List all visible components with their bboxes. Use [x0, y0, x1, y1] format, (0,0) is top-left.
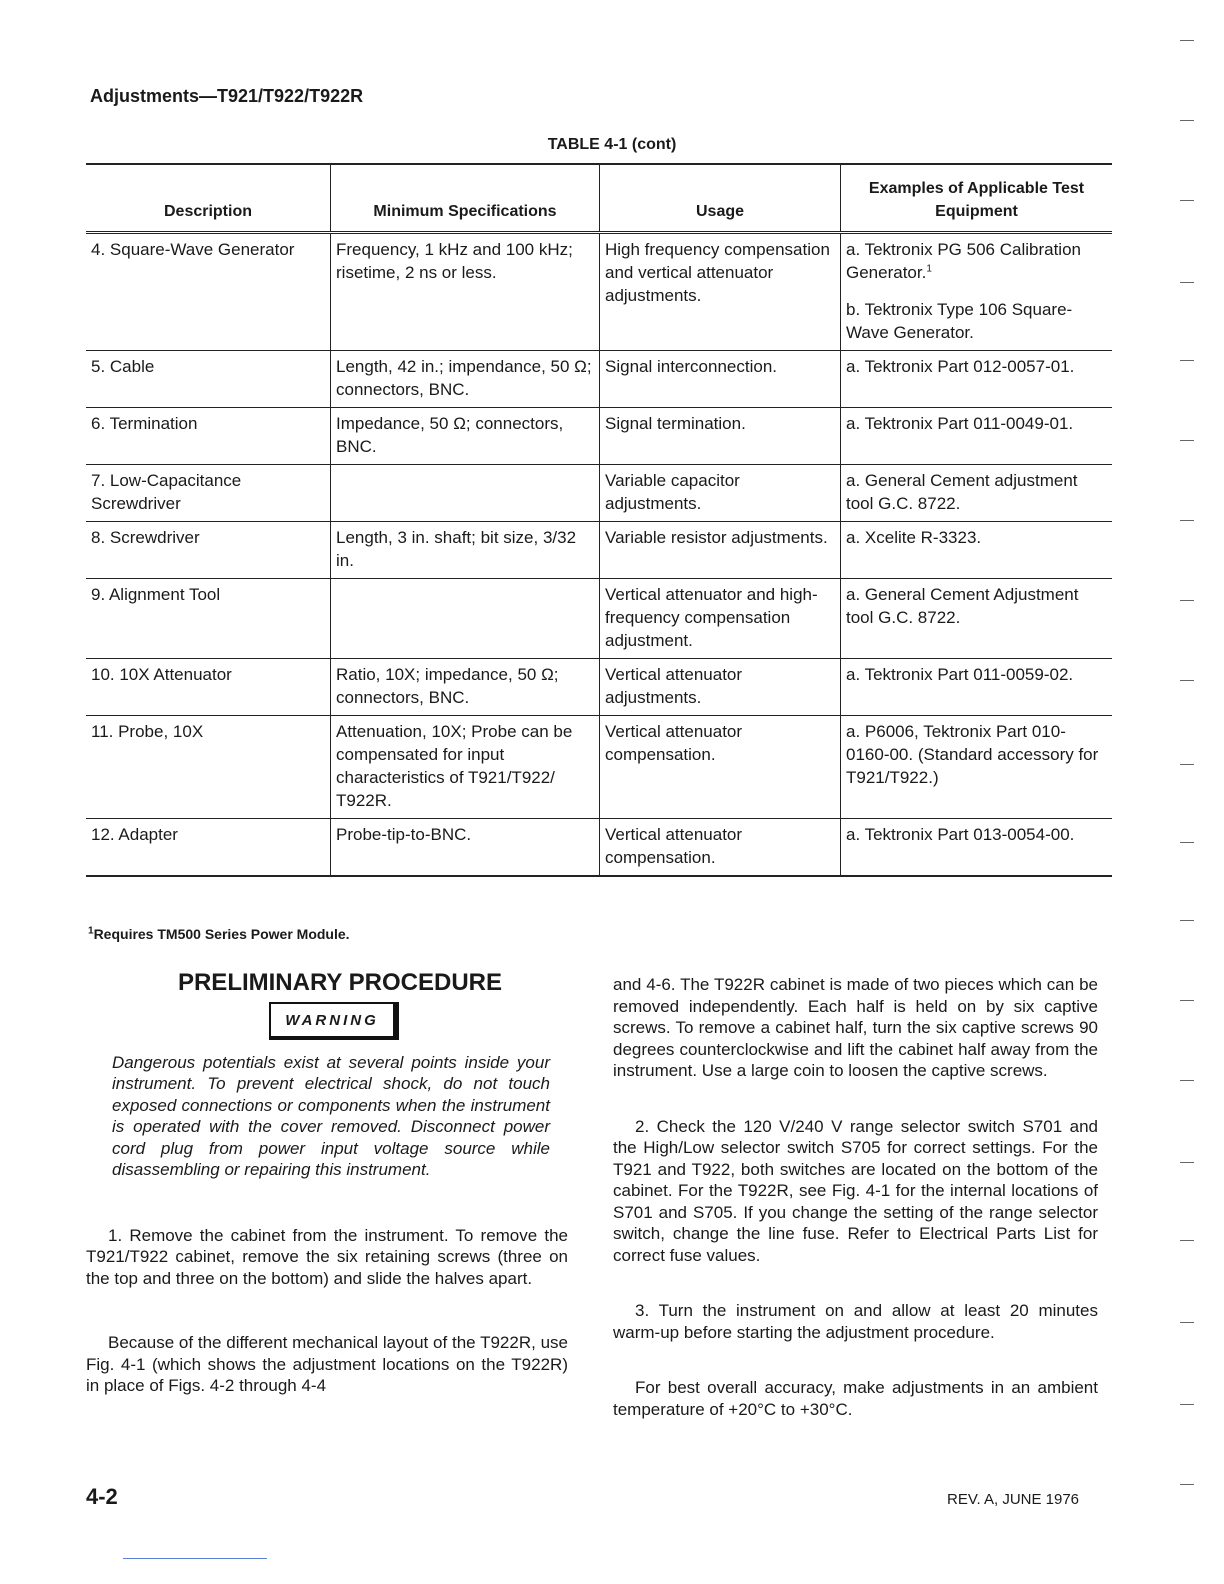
cell-usage: Signal termination.	[600, 408, 841, 465]
margin-mark	[1180, 440, 1194, 441]
cell-description: 6. Termination	[86, 408, 331, 465]
margin-mark	[1180, 842, 1194, 843]
cell-example: a. Xcelite R-3323.	[841, 522, 1113, 579]
cell-usage: Vertical attenuator compensation.	[600, 819, 841, 877]
right-column	[613, 974, 1098, 1420]
cell-usage: High frequency compensation and vertical attenuator adjustments.	[600, 233, 841, 351]
margin-mark	[1180, 600, 1194, 601]
table-row	[86, 408, 1112, 465]
step-2-paragraph: 2. Check the 120 V/240 V range selector switch S701 and the High/Low selector switch S705 for correct settings. For the T921 and T922, both switches are located on the bottom of the cabinet. For the T922R, see Fig. 4-1 for the internal locations of S701 and S705. If you change the setting of the range selector switch, change the line fuse. Refer to Electrical Parts List for correct fuse values.	[613, 1116, 1098, 1265]
t922r-note-paragraph: Because of the different mechanical layout of the T922R, use Fig. 4-1 (which shows the adjustment locations on the T922R) in place of Figs. 4-2 through 4-4	[86, 1333, 568, 1395]
cell-example	[841, 233, 1113, 351]
step-3-paragraph: 3. Turn the instrument on and allow at least 20 minutes warm-up before starting the adjustment procedure.	[613, 1301, 1098, 1342]
cell-specifications: Probe-tip-to-BNC.	[331, 819, 600, 877]
margin-mark	[1180, 360, 1194, 361]
cell-specifications: Frequency, 1 kHz and 100 kHz; risetime, 2 ns or less.	[331, 233, 600, 351]
margin-mark	[1180, 764, 1194, 765]
cell-example: a. Tektronix Part 013-0054-00.	[841, 819, 1113, 877]
cell-description: 4. Square-Wave Generator	[86, 233, 331, 351]
footnote-marker: 1	[88, 925, 94, 937]
section-title: PRELIMINARY PROCEDURE	[177, 969, 503, 996]
warning-text: Dangerous potentials exist at several points inside your instrument. To prevent electrical shock, do not touch exposed connections or components when the instrument is operated with the cover removed. Disconnect power cord plug from power input voltage source while disassembling or repairing this instrument.	[112, 1052, 550, 1179]
table-header-row	[86, 164, 1112, 233]
table-row	[86, 351, 1112, 408]
example-text-secondary: b. Tektronix Type 106 Square-Wave Generator.	[846, 300, 1073, 342]
table-row	[86, 465, 1112, 522]
margin-mark	[1180, 282, 1194, 283]
margin-mark	[1180, 520, 1194, 521]
cell-description: 11. Probe, 10X	[86, 716, 331, 819]
margin-mark	[1180, 1322, 1194, 1323]
temperature-paragraph: For best overall accuracy, make adjustments in an ambient temperature of +20°C to +30°C.	[613, 1378, 1098, 1419]
table-footnote	[88, 926, 350, 942]
margin-mark	[1180, 120, 1194, 121]
cell-specifications: Impedance, 50 Ω; connectors, BNC.	[331, 408, 600, 465]
warning-label: WARNING	[269, 1002, 399, 1040]
cell-specifications	[331, 579, 600, 659]
cell-example: a. General Cement Adjustment tool G.C. 8722.	[841, 579, 1113, 659]
table-row	[86, 233, 1112, 351]
cell-description: 7. Low-Capacitance Screwdriver	[86, 465, 331, 522]
column-header-examples: Examples of Applicable Test Equipment	[841, 164, 1113, 233]
margin-mark	[1180, 1240, 1194, 1241]
margin-mark	[1180, 1080, 1194, 1081]
margin-mark	[1180, 1162, 1194, 1163]
scan-mark-line	[123, 1558, 267, 1559]
left-column	[86, 968, 568, 1397]
table-row	[86, 819, 1112, 877]
footnote-text: Requires TM500 Series Power Module.	[93, 926, 350, 942]
cell-example: a. P6006, Tektronix Part 010-0160-00. (Standard accessory for T921/T922.)	[841, 716, 1113, 819]
cell-specifications	[331, 465, 600, 522]
table-row	[86, 716, 1112, 819]
cell-example: a. Tektronix Part 011-0049-01.	[841, 408, 1113, 465]
cell-specifications: Attenuation, 10X; Probe can be compensated for input characteristics of T921/T922/ T922R.	[331, 716, 600, 819]
margin-mark	[1180, 200, 1194, 201]
step-1-paragraph: 1. Remove the cabinet from the instrument. To remove the T921/T922 cabinet, remove the six retaining screws (three on the top and three on the bottom) and slide the halves apart.	[86, 1225, 568, 1288]
cell-usage: Vertical attenuator adjustments.	[600, 659, 841, 716]
margin-mark	[1180, 40, 1194, 41]
margin-mark	[1180, 680, 1194, 681]
cell-usage: Signal interconnection.	[600, 351, 841, 408]
cell-example: a. General Cement adjustment tool G.C. 8722.	[841, 465, 1113, 522]
table-row	[86, 659, 1112, 716]
table-caption: TABLE 4-1 (cont)	[547, 136, 677, 153]
revision-date: REV. A, JUNE 1976	[947, 1491, 1080, 1508]
margin-mark	[1180, 1404, 1194, 1405]
cell-description: 12. Adapter	[86, 819, 331, 877]
cabinet-continuation-paragraph: and 4-6. The T922R cabinet is made of two pieces which can be removed independently. Each half is held on by six captive screws. To remove a cabinet half, turn the six captive screws 90 degrees counterclockwise and lift the cabinet half away from the instrument. Use a large coin to loosen the captive screws.	[613, 975, 1098, 1080]
column-header-usage: Usage	[600, 164, 841, 233]
cell-example: a. Tektronix Part 011-0059-02.	[841, 659, 1113, 716]
table-row	[86, 522, 1112, 579]
page-header-title: Adjustments—T921/T922/T922R	[90, 86, 364, 106]
column-header-specifications: Minimum Specifications	[331, 164, 600, 233]
cell-usage: Vertical attenuator compensation.	[600, 716, 841, 819]
table-row	[86, 579, 1112, 659]
cell-example: a. Tektronix Part 012-0057-01.	[841, 351, 1113, 408]
column-header-description: Description	[86, 164, 331, 233]
cell-description: 10. 10X Attenuator	[86, 659, 331, 716]
example-text: a. Tektronix PG 506 Calibration Generator.	[846, 240, 1081, 282]
test-equipment-table	[86, 163, 1112, 877]
cell-specifications: Length, 3 in. shaft; bit size, 3/32 in.	[331, 522, 600, 579]
margin-mark	[1180, 1000, 1194, 1001]
cell-usage: Vertical attenuator and high-frequency compensation adjustment.	[600, 579, 841, 659]
footnote-reference: 1	[926, 263, 932, 275]
warning-box-wrapper	[100, 1002, 568, 1040]
cell-usage: Variable capacitor adjustments.	[600, 465, 841, 522]
page-number: 4-2	[86, 1484, 118, 1509]
cell-description: 5. Cable	[86, 351, 331, 408]
cell-usage: Variable resistor adjustments.	[600, 522, 841, 579]
margin-mark	[1180, 1484, 1194, 1485]
cell-specifications: Ratio, 10X; impedance, 50 Ω; connectors, BNC.	[331, 659, 600, 716]
margin-mark	[1180, 920, 1194, 921]
cell-specifications: Length, 42 in.; impendance, 50 Ω; connectors, BNC.	[331, 351, 600, 408]
cell-description: 8. Screwdriver	[86, 522, 331, 579]
cell-description: 9. Alignment Tool	[86, 579, 331, 659]
